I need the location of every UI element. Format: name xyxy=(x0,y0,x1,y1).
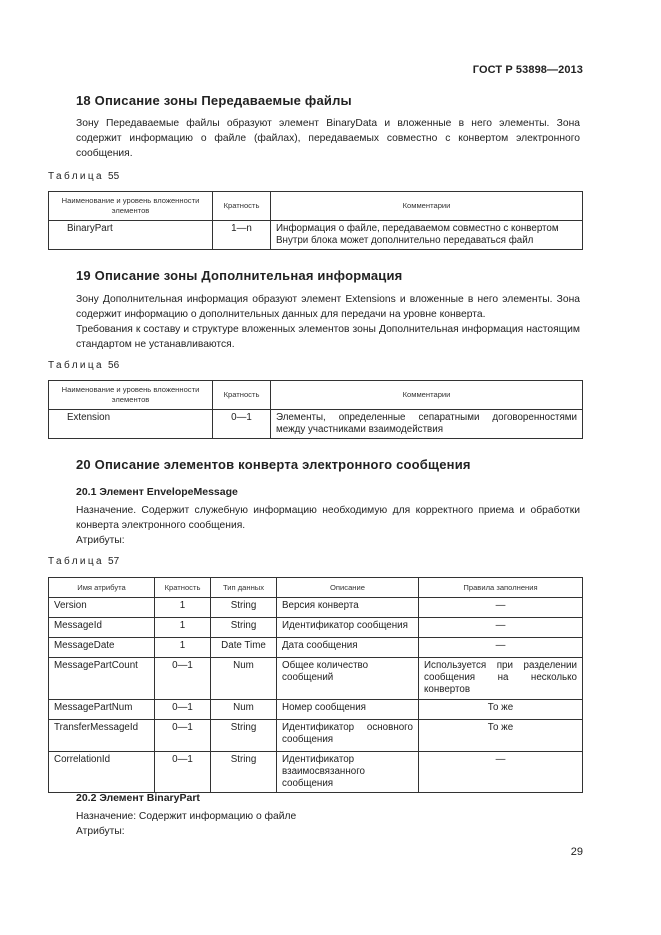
table-cell: Date Time xyxy=(211,638,277,658)
table-55-caption xyxy=(48,171,119,182)
table-cell: MessageId xyxy=(49,618,155,638)
table-cell: Version xyxy=(49,598,155,618)
table-cell: Extension xyxy=(49,410,213,439)
table-cell: 0—1 xyxy=(155,720,211,752)
section-20-1-title: 20.1 Элемент EnvelopeMessage xyxy=(76,486,238,498)
table-cell: MessagePartNum xyxy=(49,700,155,720)
section-19-title: 19 Описание зоны Дополнительная информация xyxy=(76,268,403,283)
table-56-caption xyxy=(48,360,119,371)
table-header-cell: Комментарии xyxy=(271,381,583,410)
table-cell: — xyxy=(419,752,583,793)
table-cell: — xyxy=(419,618,583,638)
table-header-cell: Тип данных xyxy=(211,578,277,598)
table-cell: String xyxy=(211,598,277,618)
table-cell: CorrelationId xyxy=(49,752,155,793)
section-19-text-1: Зону Дополнительная информация образуют элемент Extensions и вложенные в него элементы. Зона содержит информацию о дополнительных данных для передачи на уровне конверта. xyxy=(76,294,580,320)
table-cell: Num xyxy=(211,658,277,700)
table-cell: String xyxy=(211,720,277,752)
table-header-cell: Имя атрибута xyxy=(49,578,155,598)
table-row xyxy=(49,598,583,618)
table-cell: Используется при разделении сообщения на несколько конвертов xyxy=(419,658,583,700)
table-cell: — xyxy=(419,638,583,658)
table-header-cell: Кратность xyxy=(213,192,271,221)
table-cell: 0—1 xyxy=(213,410,271,439)
section-18-text: Зону Передаваемые файлы образуют элемент BinaryData и вложенные в него элементы. Зона содержит информацию о файле (файлах), передаваемых совместно с конвертом электронного сообщения. xyxy=(76,118,580,159)
section-20-2-attrs: Атрибуты: xyxy=(76,826,125,837)
table-row xyxy=(49,410,583,439)
table-header-cell: Комментарии xyxy=(271,192,583,221)
table-header-cell: Описание xyxy=(277,578,419,598)
section-19-text-2: Требования к составу и структуре вложенных элементов зоны Дополнительная информация настоящим стандартом не устанавливаются. xyxy=(76,324,580,350)
table-caption-label: Таблица xyxy=(48,556,105,567)
standard-header: ГОСТ Р 53898—2013 xyxy=(472,64,583,76)
table-row xyxy=(49,221,583,250)
table-cell: 0—1 xyxy=(155,700,211,720)
table-caption-label: Таблица xyxy=(48,171,105,182)
table-number: 55 xyxy=(108,171,120,182)
table-cell: 1 xyxy=(155,638,211,658)
table-cell: 1—n xyxy=(213,221,271,250)
table-cell: MessagePartCount xyxy=(49,658,155,700)
table-header-cell: Наименование и уровень вложенности элементов xyxy=(49,192,213,221)
section-20-2-purpose: Назначение: Содержит информацию о файле xyxy=(76,811,297,822)
table-header-cell: Правила заполнения xyxy=(419,578,583,598)
table-cell: 1 xyxy=(155,618,211,638)
section-20-2-title: 20.2 Элемент BinaryPart xyxy=(76,792,200,804)
table-cell: То же xyxy=(419,700,583,720)
table-cell: MessageDate xyxy=(49,638,155,658)
table-cell: Номер сообщения xyxy=(277,700,419,720)
table-cell: String xyxy=(211,618,277,638)
table-cell: 1 xyxy=(155,598,211,618)
table-cell: Дата сообщения xyxy=(277,638,419,658)
table-cell: TransferMessageId xyxy=(49,720,155,752)
table-cell: 0—1 xyxy=(155,752,211,793)
table-caption-label: Таблица xyxy=(48,360,105,371)
table-cell: BinaryPart xyxy=(49,221,213,250)
section-20-title: 20 Описание элементов конверта электронного сообщения xyxy=(76,457,471,472)
table-row xyxy=(49,658,583,700)
table-cell: — xyxy=(419,598,583,618)
table-cell: Общее количество сообщений xyxy=(277,658,419,700)
section-20-1-attrs: Атрибуты: xyxy=(76,535,125,546)
table-cell: Идентификатор взаимосвязанного сообщения xyxy=(277,752,419,793)
table-cell: Идентификатор сообщения xyxy=(277,618,419,638)
section-20-1-text xyxy=(48,503,580,548)
table-cell: То же xyxy=(419,720,583,752)
section-20-1-purpose: Назначение. Содержит служебную информацию необходимую для корректного приема и обработки конверта электронного сообщения. xyxy=(76,505,580,531)
table-row xyxy=(49,720,583,752)
section-18-title: 18 Описание зоны Передаваемые файлы xyxy=(76,93,352,108)
table-57-caption xyxy=(48,556,119,567)
table-header-cell: Кратность xyxy=(213,381,271,410)
table-56 xyxy=(48,380,583,439)
table-cell: String xyxy=(211,752,277,793)
table-header-cell: Наименование и уровень вложенности элементов xyxy=(49,381,213,410)
table-number: 56 xyxy=(108,360,120,371)
table-row xyxy=(49,752,583,793)
table-cell: Num xyxy=(211,700,277,720)
table-cell: Информация о файле, передаваемом совместно с конвертом Внутри блока может дополнительно передаваться файл xyxy=(271,221,583,250)
section-19-paragraphs xyxy=(48,292,580,352)
table-55 xyxy=(48,191,583,250)
table-cell: Элементы, определенные сепаратными договоренностями между участниками взаимодействия xyxy=(271,410,583,439)
table-header-cell: Кратность xyxy=(155,578,211,598)
page-number: 29 xyxy=(570,846,583,858)
table-cell: Версия конверта xyxy=(277,598,419,618)
table-number: 57 xyxy=(108,556,120,567)
table-row xyxy=(49,700,583,720)
table-57 xyxy=(48,577,583,793)
table-cell: 0—1 xyxy=(155,658,211,700)
table-cell: Идентификатор основного сообщения xyxy=(277,720,419,752)
section-20-2-text xyxy=(48,809,580,839)
table-row xyxy=(49,638,583,658)
table-row xyxy=(49,618,583,638)
section-18-paragraph xyxy=(48,116,580,161)
